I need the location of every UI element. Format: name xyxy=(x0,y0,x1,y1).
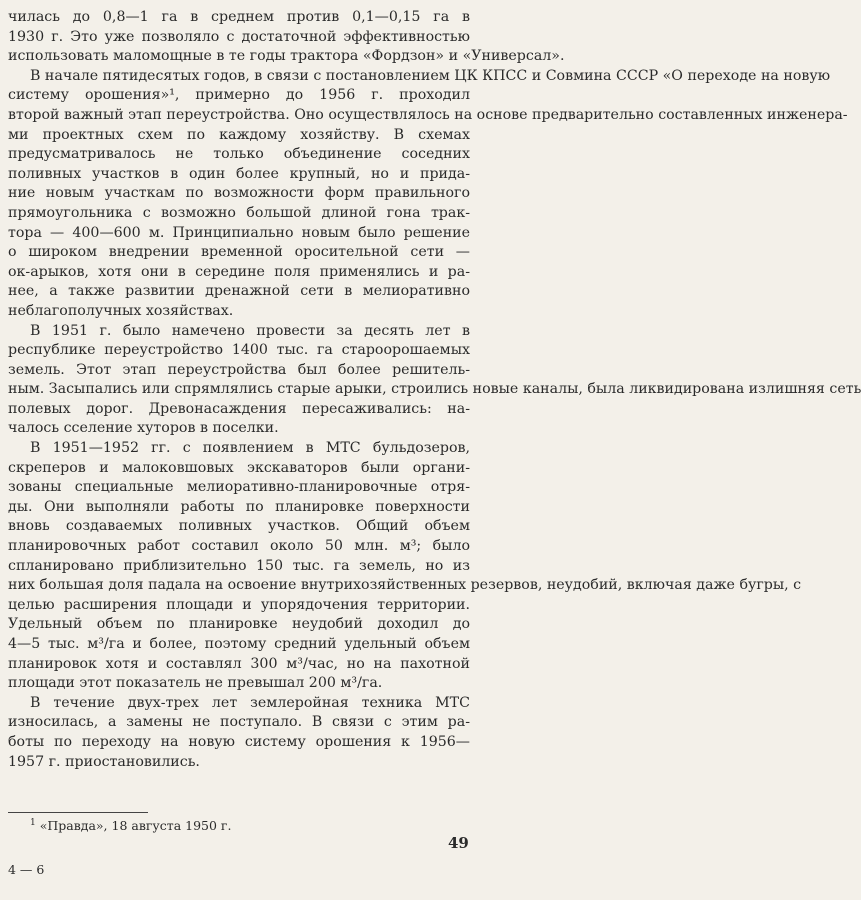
text-line: зованы специальные мелиоративно-планировочные отря- xyxy=(8,479,470,496)
text-line: вновь создаваемых поливных участков. Общий объем xyxy=(8,518,470,535)
text-line: износилась, а замены не поступало. В связи с этим ра- xyxy=(8,714,470,731)
text-line: республике переустройство 1400 тыс. га староорошаемых xyxy=(8,342,470,359)
text-line: предусматривалось не только объединение соседних xyxy=(8,146,470,163)
text-line: ми проектных схем по каждому хозяйству. В схемах xyxy=(8,126,470,143)
text-line: В течение двух-трех лет землеройная техника МТС xyxy=(30,694,470,711)
text-line: В 1951—1952 гг. с появлением в МТС бульдозеров, xyxy=(30,440,470,457)
text-line: тора — 400—600 м. Принципиально новым было решение xyxy=(8,224,470,241)
text-line: планировочных работ составил около 50 млн. м³; было xyxy=(8,538,470,555)
text-line: о широком внедрении временной оросительной сети — xyxy=(8,244,470,261)
text-line: земель. Этот этап переустройства был более решитель- xyxy=(8,361,470,378)
text-line: 1957 г. приостановились. xyxy=(8,753,200,770)
text-line: скреперов и малоковшовых экскаваторов были органи- xyxy=(8,459,470,476)
footnote xyxy=(30,818,231,834)
text-line: неблагополучных хозяйствах. xyxy=(8,302,234,319)
text-line: целью расширения площади и упорядочения территории. xyxy=(8,596,470,613)
printer-signature: 4 — 6 xyxy=(8,862,45,877)
page-number: 49 xyxy=(448,834,469,852)
text-line: Удельный объем по планировке неудобий доходил до xyxy=(8,616,470,633)
text-line: чалось сселение хуторов в поселки. xyxy=(8,420,279,437)
text-line: площади этот показатель не превышал 200 м³/га. xyxy=(8,675,383,692)
text-line: В начале пятидесятых годов, в связи с постановлением ЦК КПСС и Совмина СССР «О переходе на новую xyxy=(30,67,831,84)
text-line: нее, а также развитии дренажной сети в мелиоративно xyxy=(8,283,470,300)
text-line: боты по переходу на новую систему орошения к 1956— xyxy=(8,733,470,750)
text-line: ок-арыков, хотя они в середине поля применялись и ра- xyxy=(8,263,470,280)
text-line: систему орошения»¹, примерно до 1956 г. проходил xyxy=(8,87,470,104)
text-line: прямоугольника с возможно большой длиной гона трак- xyxy=(8,204,470,221)
text-line: полевых дорог. Древонасаждения пересаживались: на- xyxy=(8,400,470,417)
text-line: В 1951 г. было намечено провести за десять лет в xyxy=(30,322,470,339)
text-line: поливных участков в один более крупный, но и прида- xyxy=(8,165,470,182)
text-line: ние новым участкам по возможности форм правильного xyxy=(8,185,470,202)
text-line: ды. Они выполняли работы по планировке поверхности xyxy=(8,498,470,515)
text-line: второй важный этап переустройства. Оно осуществлялось на основе предварительно составленных инженера- xyxy=(8,106,848,123)
text-line: планировок хотя и составлял 300 м³/час, но на пахотной xyxy=(8,655,470,672)
text-line: ным. Засыпались или спрямлялись старые арыки, строились новые каналы, была ликвидирована излишняя сеть xyxy=(8,381,861,398)
footnote-divider xyxy=(8,812,148,813)
footnote-marker: 1 xyxy=(30,817,36,828)
body-text xyxy=(8,8,861,772)
footnote-text: «Правда», 18 августа 1950 г. xyxy=(39,818,232,833)
text-line: спланировано приблизительно 150 тыс. га земель, но из xyxy=(8,557,470,574)
text-line: чилась до 0,8—1 га в среднем против 0,1—0,15 га в xyxy=(8,9,470,25)
text-line: них большая доля падала на освоение внутрихозяйственных резервов, неудобий, включая даже бугры, с xyxy=(8,577,802,594)
text-line: использовать маломощные в те годы трактора «Фордзон» и «Универсал». xyxy=(8,48,565,65)
text-line: 4—5 тыс. м³/га и более, поэтому средний удельный объем xyxy=(8,636,470,652)
text-line: 1930 г. Это уже позволяло с достаточной эффективностью xyxy=(8,28,470,45)
